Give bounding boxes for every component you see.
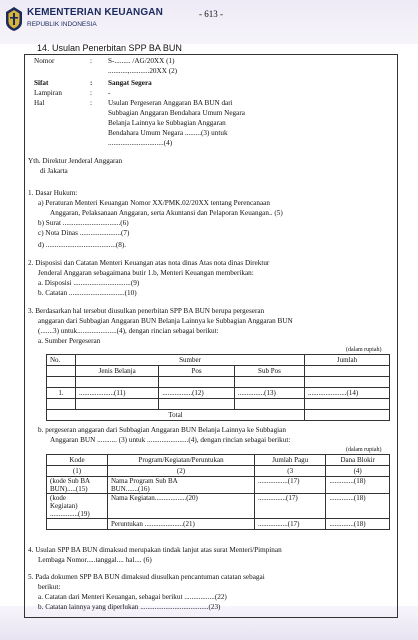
ministry-name: KEMENTERIAN KEUANGAN xyxy=(27,7,163,18)
table-cell xyxy=(47,477,108,494)
section-heading: 1. Dasar Hukum: xyxy=(28,189,78,197)
cell-line: (kode Sub BA xyxy=(50,477,91,485)
table-cell: .................(17) xyxy=(255,477,326,494)
section-line: 3. Berdasarkan hal tersebut diusulkan penerbitan SPP BA BUN berupa pergeseran xyxy=(28,307,265,315)
section-line: a. Sumber Pergeseran xyxy=(38,337,101,345)
section-line: anggaran dari Subbagian Anggaran BUN Belanja Lainnya ke Subbagian Anggaran BUN xyxy=(38,317,293,325)
sifat-label: Sifat xyxy=(34,79,49,87)
colon: : xyxy=(90,99,92,107)
table-cell: Peruntukan ......................(21) xyxy=(108,519,255,530)
cell-line: Kegiatan) xyxy=(50,502,78,510)
table-cell: ..............(18) xyxy=(326,519,390,530)
section-line: a) Peraturan Menteri Keuangan Nomor XX/PMK.02/20XX tentang Perencanaan xyxy=(38,199,270,207)
table-header: Jenis Belanja xyxy=(76,366,159,377)
table-header: Sub Pos xyxy=(234,366,304,377)
table-cell: (4) xyxy=(326,466,390,477)
source-table xyxy=(46,354,390,421)
table-cell: ......................(14) xyxy=(305,388,390,399)
table-header: No. xyxy=(47,355,76,366)
hal-line: Belanja Lainnya ke Subbagian Anggaran xyxy=(108,119,226,127)
table-cell xyxy=(159,399,235,410)
hal-line: Usulan Pergeseran Anggaran BA BUN dari xyxy=(108,99,233,107)
table-cell xyxy=(47,519,108,530)
table-cell xyxy=(47,399,76,410)
table-cell: 1. xyxy=(47,388,76,399)
section-line: a. Disposisi ................................(9) xyxy=(38,279,140,287)
hal-label: Hal xyxy=(34,99,45,107)
table-cell xyxy=(76,399,159,410)
section-line: a. Catatan dari Menteri Keuangan, sebagai berikut .................(22) xyxy=(38,593,227,601)
document-frame xyxy=(24,54,398,618)
section-line: 4. Usulan SPP BA BUN dimaksud merupakan tindak lanjut atas surat Menteri/Pimpinan xyxy=(28,546,282,554)
table-header: Dana Blokir xyxy=(326,455,390,466)
colon: : xyxy=(90,79,93,87)
table-cell: Nama Kegiatan..................(20) xyxy=(108,494,255,519)
table-cell: .................(12) xyxy=(159,388,235,399)
colon: : xyxy=(90,57,92,65)
table-cell: ...............(13) xyxy=(234,388,304,399)
section-line: (.......3) untuk......................(4), dengan rincian sebagai berikut: xyxy=(38,327,219,335)
allocation-table xyxy=(46,454,390,530)
table-cell: ..............(18) xyxy=(326,477,390,494)
section-line: Anggaran BUN ........... (3) untuk .......................(4), dengan rincian sebagai berikut: xyxy=(50,436,291,444)
table-cell xyxy=(108,477,255,494)
table-header: Sumber xyxy=(76,355,305,366)
unit-note: (dalam rupiah) xyxy=(346,447,382,453)
date-value: ...........,...........20XX (2) xyxy=(108,67,178,75)
table-cell xyxy=(234,377,304,388)
table-cell: ................(17) xyxy=(255,494,326,519)
section-line: Anggaran, Pelaksanaan Anggaran, serta Akuntansi dan Pelaporan Keuangan.. (5) xyxy=(50,209,283,217)
cell-line: (kode xyxy=(50,494,66,502)
table-cell xyxy=(234,399,304,410)
cell-line: BUN.......(16) xyxy=(111,485,150,493)
section-line: c) Nota Dinas .......................(7) xyxy=(38,229,130,237)
section-line: b. pergeseran anggaran dari Subbagian Anggaran BUN Belanja Lainnya ke Subbagian xyxy=(38,426,286,434)
table-header: Jumlah Pagu xyxy=(255,455,326,466)
section-line: 2. Disposisi dan Catatan Menteri Keuangan atas nota dinas Atas nota dinas Direktur xyxy=(28,259,270,267)
table-cell xyxy=(47,494,108,519)
table-header: Program/Kegiatan/Peruntukan xyxy=(108,455,255,466)
hal-line: Bendahara Umum Negara .........(3) untuk xyxy=(108,129,228,137)
addressee: Yth. Direktur Jenderal Anggaran xyxy=(28,157,123,165)
table-cell xyxy=(305,377,390,388)
table-cell: (2) xyxy=(108,466,255,477)
lampiran-label: Lampiran xyxy=(34,89,62,97)
section-line: Lembaga Nomor.....tanggal.... hal.... (6) xyxy=(38,556,152,564)
table-cell xyxy=(305,399,390,410)
addressee: di Jakarta xyxy=(40,167,68,175)
section-line: b. Catatan ...............................(10) xyxy=(38,289,137,297)
cell-line: Nama Program Sub BA xyxy=(111,477,178,485)
section-line: b. Catatan lainnya yang diperlukan ......................................(23) xyxy=(38,603,221,611)
table-cell: ....................(11) xyxy=(76,388,159,399)
country-name: REPUBLIK INDONESIA xyxy=(27,21,97,28)
table-cell: .................(17) xyxy=(255,519,326,530)
table-cell xyxy=(305,410,390,421)
table-header: Pos xyxy=(159,366,235,377)
sifat-value: Sangat Segera xyxy=(108,79,152,87)
section-line: b) Surat ................................(6) xyxy=(38,219,129,227)
table-cell: (3 xyxy=(255,466,326,477)
table-header: Kode xyxy=(47,455,108,466)
table-cell xyxy=(159,377,235,388)
table-cell: ..............(18) xyxy=(326,494,390,519)
cell-line: ................(19) xyxy=(50,510,90,518)
page-number: - 613 - xyxy=(199,9,223,19)
section-line: berikut: xyxy=(38,583,61,591)
lampiran-value: - xyxy=(108,89,111,97)
table-header: Jumlah xyxy=(305,355,390,366)
table-total-label: Total xyxy=(47,410,305,421)
section-line: Jenderal Anggaran sebagaimana butir 1.b, Menteri Keuangan memberikan: xyxy=(38,269,254,277)
table-cell xyxy=(47,366,76,377)
unit-note: (dalam rupiah) xyxy=(346,347,382,353)
table-cell xyxy=(305,366,390,377)
ministry-logo-icon xyxy=(4,6,24,32)
cell-line: BUN).....(15) xyxy=(50,485,88,493)
nomor-value: S-......... /AG/20XX (1) xyxy=(108,57,175,65)
section-line: 5. Pada dokumen SPP BA BUN dimaksud diusulkan pencantuman catatan sebagai xyxy=(28,573,265,581)
page-title: 14. Usulan Penerbitan SPP BA BUN xyxy=(37,43,182,53)
table-cell: (1) xyxy=(47,466,108,477)
colon: : xyxy=(90,89,92,97)
table-cell xyxy=(76,377,159,388)
hal-line: Subbagian Anggaran Bendahara Umum Negara xyxy=(108,109,245,117)
hal-line: ...............................(4) xyxy=(108,139,173,147)
section-line: d) .......................................(8). xyxy=(38,241,127,249)
table-cell xyxy=(47,377,76,388)
nomor-label: Nomor xyxy=(34,57,55,65)
